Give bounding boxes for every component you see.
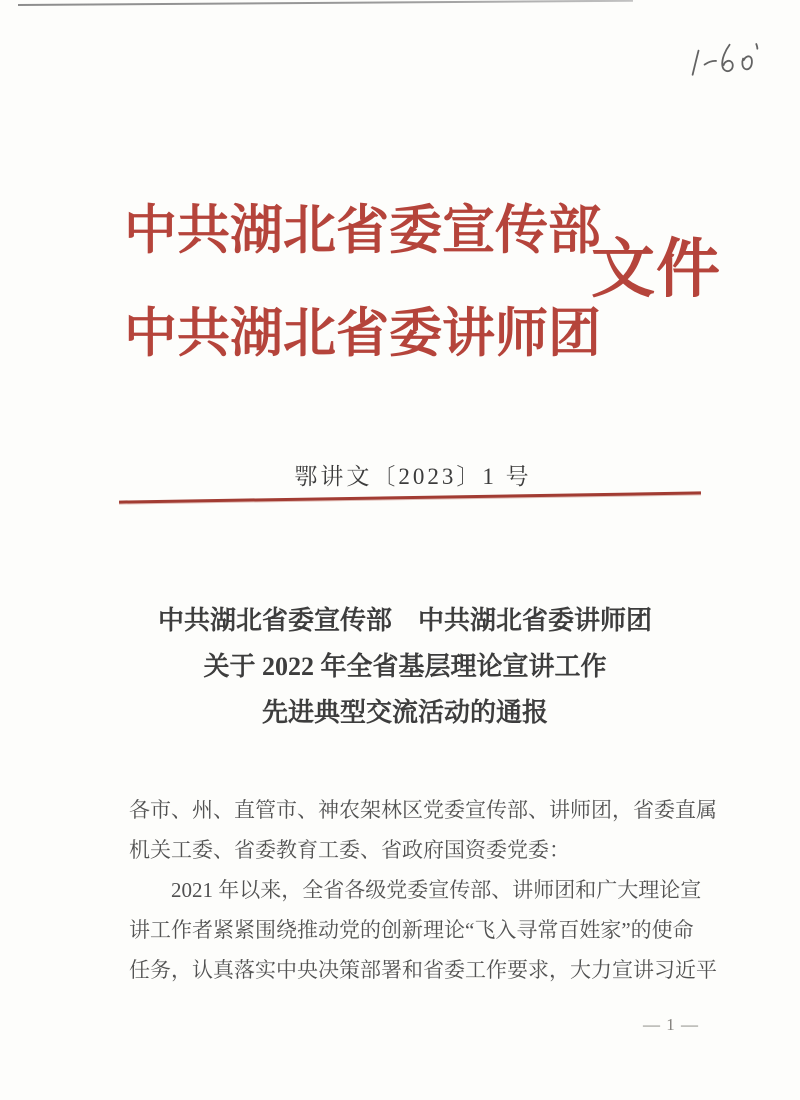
body-text <box>129 790 719 990</box>
page-number: — 1 — <box>643 1015 699 1034</box>
document-title <box>0 598 800 736</box>
document-number: 鄂讲文〔2023〕1 号 <box>294 464 532 489</box>
red-separator-rule <box>119 491 701 503</box>
body-text-line: 各市、州、直管市、神农架林区党委宣传部、讲师团，省委直属 <box>129 798 717 822</box>
title-line-2: 关于 2022 年全省基层理论宣讲工作 <box>203 652 607 681</box>
title-line-1: 中共湖北省委宣传部 中共湖北省委讲师团 <box>157 606 652 635</box>
handwritten-note <box>680 35 764 90</box>
org-name-line-2: 中共湖北省委讲师团 <box>124 305 601 363</box>
org-name-line-1: 中共湖北省委宣传部 <box>124 202 601 260</box>
title-line-3: 先进典型交流活动的通报 <box>261 698 548 727</box>
body-text-line: 讲工作者紧紧围绕推动党的创新理论“飞入寻常百姓家”的使命 <box>129 918 694 942</box>
document-type-label: 文件 <box>591 234 721 305</box>
scan-edge-line <box>18 0 633 6</box>
body-text-line: 任务，认真落实中央决策部署和省委工作要求，大力宣讲习近平 <box>129 958 717 982</box>
body-text-line: 2021 年以来，全省各级党委宣传部、讲师团和广大理论宣 <box>129 878 702 902</box>
body-text-line: 机关工委、省委教育工委、省政府国资委党委： <box>129 838 570 862</box>
